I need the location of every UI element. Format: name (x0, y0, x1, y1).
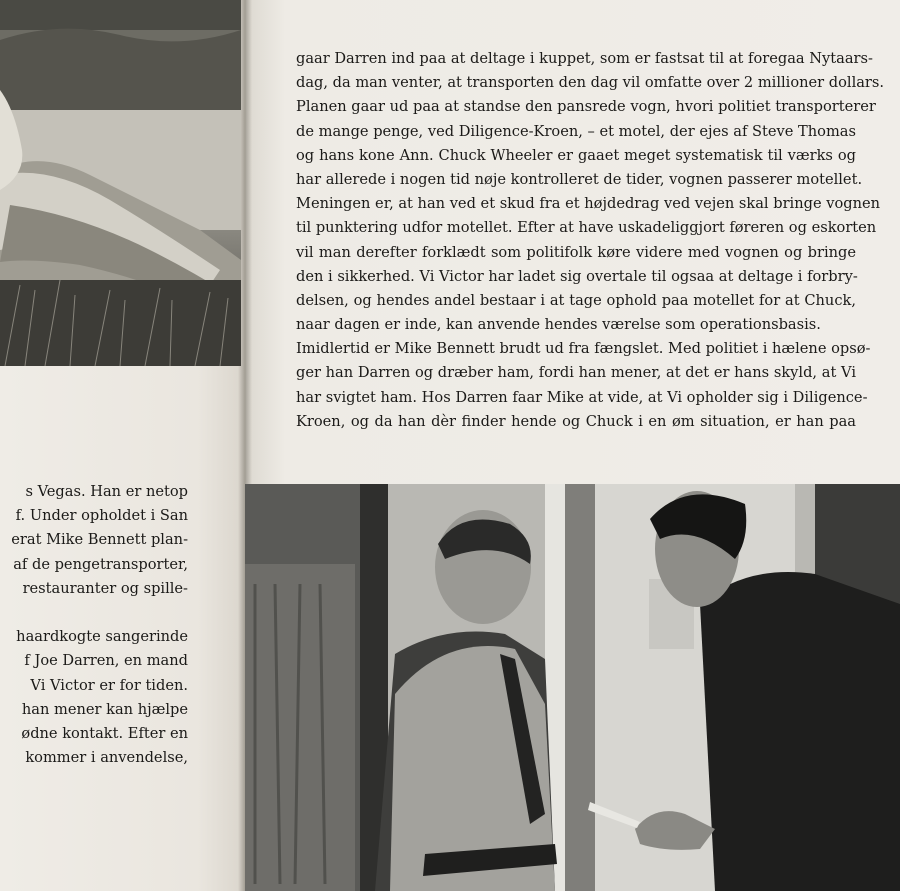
main-text-line: ger han Darren og dræber ham, fordi han mener, at det er hans skyld, at Vi (296, 364, 856, 382)
left-text-line: han mener kan hjælpe (21, 700, 188, 718)
left-text-line: haardkogte sangerinde (16, 628, 188, 646)
main-text-line: Meningen er, at han ved et skud fra et højdedrag ved vejen skal bringe vognen (296, 195, 881, 213)
left-text-line: Vi Victor er for tiden. (30, 676, 188, 694)
main-text-line: Imidlertid er Mike Bennett brudt ud fra fængslet. Med politiet i hælene opsø- (296, 340, 871, 358)
photo-two-men-illustration (245, 484, 900, 891)
photo-soldier-in-grass (0, 0, 241, 366)
main-text-column (296, 47, 885, 434)
main-text-line: Kroen, og da han dèr finder hende og Chuck i en øm situation, er han paa (296, 412, 856, 430)
left-text-line: af de pengetransporter, (13, 555, 188, 573)
main-text-line: delsen, og hendes andel bestaar i at tage ophold paa motellet for at Chuck, (296, 291, 856, 309)
left-text-line: erat Mike Bennett plan- (11, 531, 188, 549)
left-text-line: kommer i anvendelse, (25, 749, 188, 767)
left-text-column (0, 480, 188, 770)
main-text-line: den i sikkerhed. Vi Victor har ladet sig overtale til ogsaa at deltage i forbry- (296, 267, 858, 285)
main-text-line: har allerede i nogen tid nøje kontrolleret de tider, vognen passerer motellet. (296, 170, 863, 188)
main-text-line: dag, da man venter, at transporten den dag vil omfatte over 2 millioner dollars. (296, 74, 885, 92)
left-text-line: s Vegas. Han er netop (25, 483, 188, 500)
left-text-line: f. Under opholdet i San (15, 507, 188, 525)
main-text-line: de mange penge, ved Diligence-Kroen, – et motel, der ejes af Steve Thomas (296, 122, 856, 140)
left-text-line: ødne kontakt. Efter en (21, 724, 188, 742)
left-text-line (0, 601, 188, 625)
left-text-line: restauranter og spille- (22, 579, 188, 597)
main-text-line: vil man derefter forklædt som politifolk køre videre med vognen og bringe (296, 243, 856, 261)
main-text-line: har svigtet ham. Hos Darren faar Mike at vide, at Vi opholder sig i Diligence- (296, 388, 868, 406)
photo-two-men-with-knife (245, 484, 900, 891)
left-text-line: f Joe Darren, en mand (24, 652, 188, 670)
main-text-line: naar dagen er inde, kan anvende hendes værelse som operationsbasis. (296, 316, 821, 334)
main-text-line: gaar Darren ind paa at deltage i kuppet, som er fastsat til at foregaa Nytaars- (296, 50, 873, 67)
main-text-line: til punktering udfor motellet. Efter at have uskadeliggjort føreren og eskorten (296, 219, 877, 237)
main-text-line: og hans kone Ann. Chuck Wheeler er gaaet meget systematisk til værks og (296, 146, 856, 164)
photo-soldier-illustration (0, 0, 241, 366)
main-text-line: Planen gaar ud paa at standse den pansrede vogn, hvori politiet transporterer (296, 98, 876, 116)
